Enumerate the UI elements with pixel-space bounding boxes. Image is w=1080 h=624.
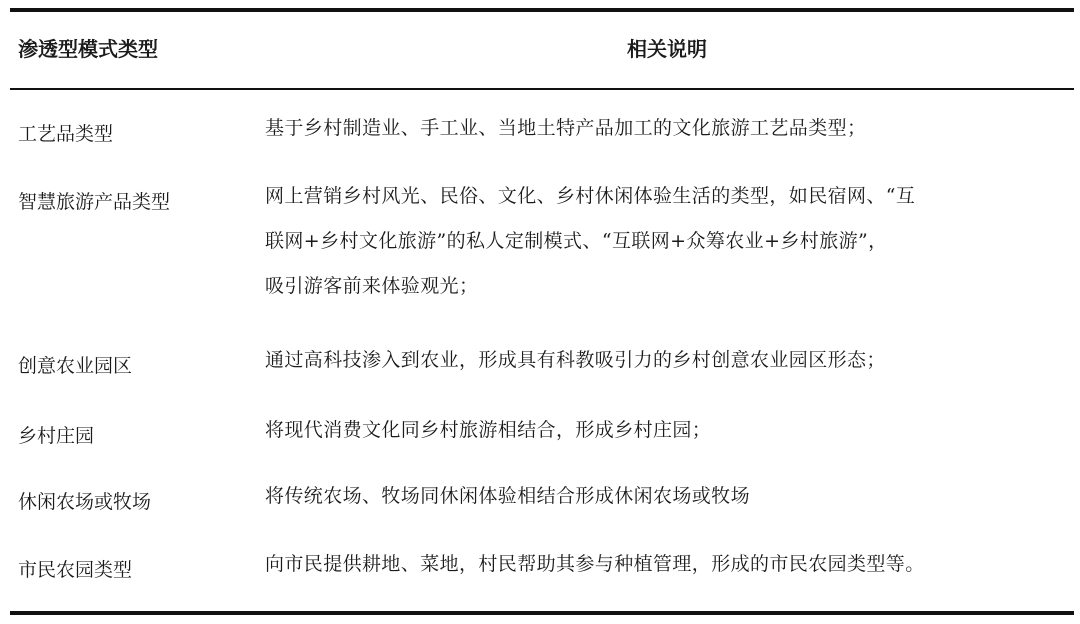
description-line: 基于乡村制造业、手工业、当地土特产品加工的文化旅游工艺品类型； [265,117,867,139]
row-description [265,174,1070,309]
row-description [265,106,1070,151]
row-type: 工艺品类型 [18,123,114,145]
description-line: 通过高科技渗入到农业，形成具有科教吸引力的乡村创意农业园区形态； [265,349,886,371]
row-description [265,338,1070,383]
row-description [265,474,1070,519]
table-top-rule [10,8,1074,12]
row-type: 智慧旅游产品类型 [18,191,171,213]
description-line: 网上营销乡村风光、民俗、文化、乡村休闲体验生活的类型，如民宿网、“互 [265,185,916,207]
description-line: 向市民提供耕地、菜地，村民帮助其参与种植管理，形成的市民农园类型等。 [265,553,925,575]
description-line: 吸引游客前来体验观光； [265,275,479,297]
table-bottom-rule [10,611,1074,615]
table-header-rule [10,88,1074,90]
row-type: 市民农园类型 [18,559,133,581]
header-description-column: 相关说明 [627,37,707,61]
row-description [265,542,1070,587]
header-type-column: 渗透型模式类型 [18,37,158,61]
row-type: 休闲农场或牧场 [18,491,152,513]
row-type: 创意农业园区 [18,355,133,377]
description-line: 联网+乡村文化旅游”的私人定制模式、“互联网+众筹农业+乡村旅游”， [265,230,888,252]
row-type: 乡村庄园 [18,425,95,447]
mode-table [10,8,1074,620]
description-line: 将现代消费文化同乡村旅游相结合，形成乡村庄园； [265,419,712,441]
row-description [265,408,1070,453]
description-line: 将传统农场、牧场同休闲体验相结合形成休闲农场或牧场 [265,485,751,507]
